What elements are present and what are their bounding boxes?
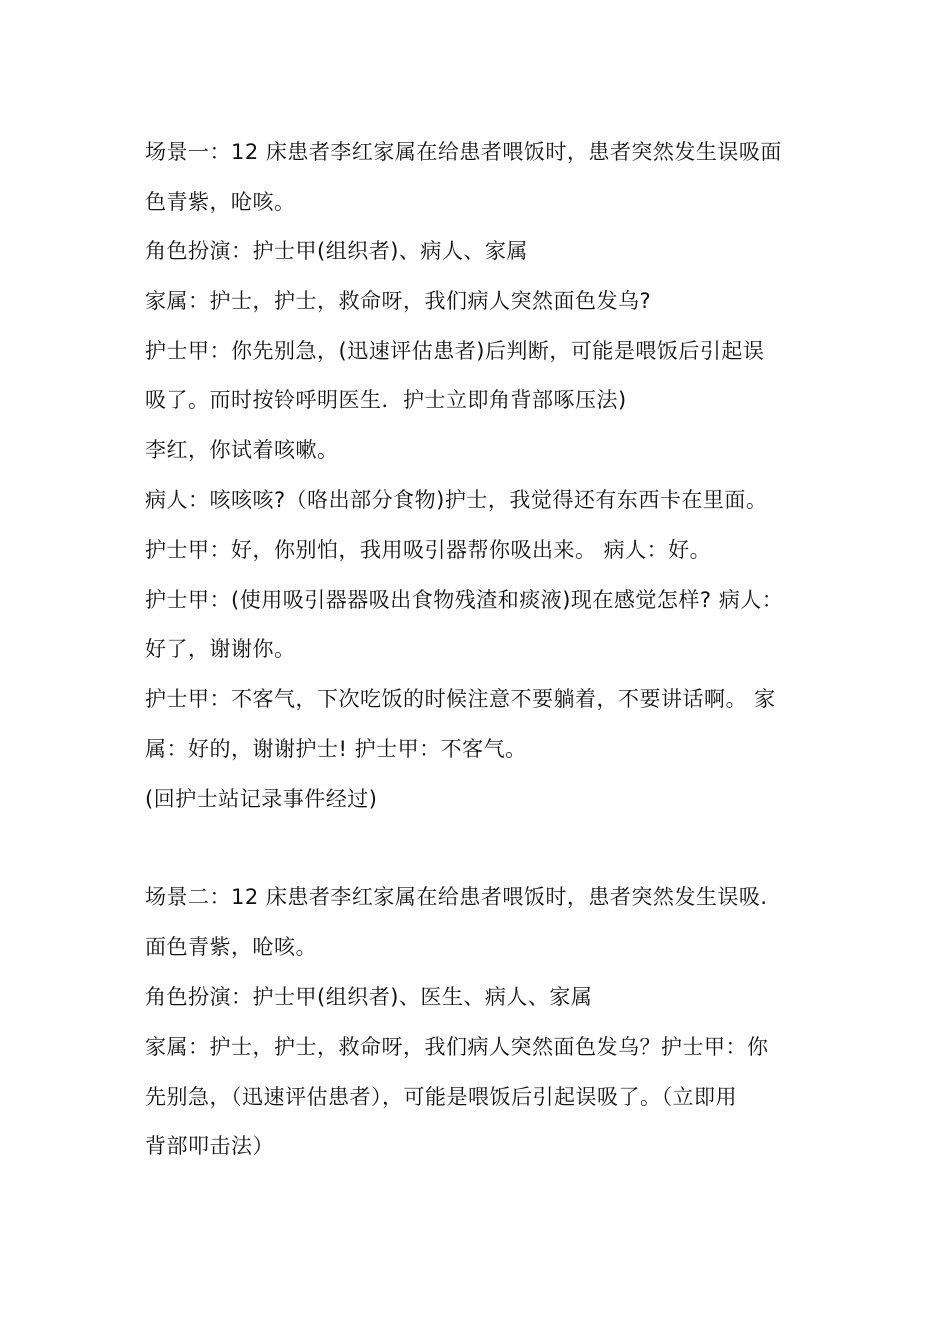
dialogue-line: 家属：护士，护士，救命呀，我们病人突然面色发乌？护士甲：你 [145,1035,769,1059]
dialogue-line: 家属：护士，护士，救命呀，我们病人突然面色发乌? [145,289,652,313]
dialogue-line: 先别急，（迅速评估患者），可能是喂饭后引起误吸了。（立即用 [145,1085,737,1109]
dialogue-line: 护士甲：你先别急，(迅速评估患者)后判断，可能是喂饭后引起误 [145,339,765,363]
scene-two-roles: 角色扮演：护士甲(组织者)、医生、病人、家属 [145,985,593,1009]
dialogue-line: 护士甲：不客气，下次吃饭的时候注意不要躺着，不要讲话啊。 家 [145,687,776,711]
dialogue-line: 病人：咳咳咳?（咯出部分食物)护士，我觉得还有东西卡在里面。 [145,488,768,512]
dialogue-line: 吸了。而时按铃呼明医生．护士立即角背部啄压法) [145,388,627,412]
scene-one-heading: 场景一：12 床患者李红家属在给患者喂饭时，患者突然发生误吸面 [145,140,782,164]
dialogue-line: 好了，谢谢你。 [145,637,296,661]
dialogue-line: 护士甲：(使用吸引器器吸出食物残渣和痰液)现在感觉怎样? 病人： [145,588,784,612]
stage-direction: (回护士站记录事件经过) [145,787,378,811]
scene-one-heading-cont: 色青紫，呛咳。 [145,190,296,214]
scene-two-heading-cont: 面色青紫，呛咳。 [145,935,317,959]
scene-two-heading: 场景二：12 床患者李红家属在给患者喂饭时，患者突然发生误吸. [145,885,768,909]
scene-one-roles: 角色扮演：护士甲(组织者)、病人、家属 [145,239,528,263]
dialogue-line: 背部叩击法） [145,1134,274,1158]
dialogue-line: 护士甲：好，你别怕，我用吸引器帮你吸出来。 病人：好。 [145,538,712,562]
dialogue-line: 属：好的，谢谢护士! 护士甲：不客气。 [145,737,527,761]
dialogue-line: 李红，你试着咳嗽。 [145,438,339,462]
